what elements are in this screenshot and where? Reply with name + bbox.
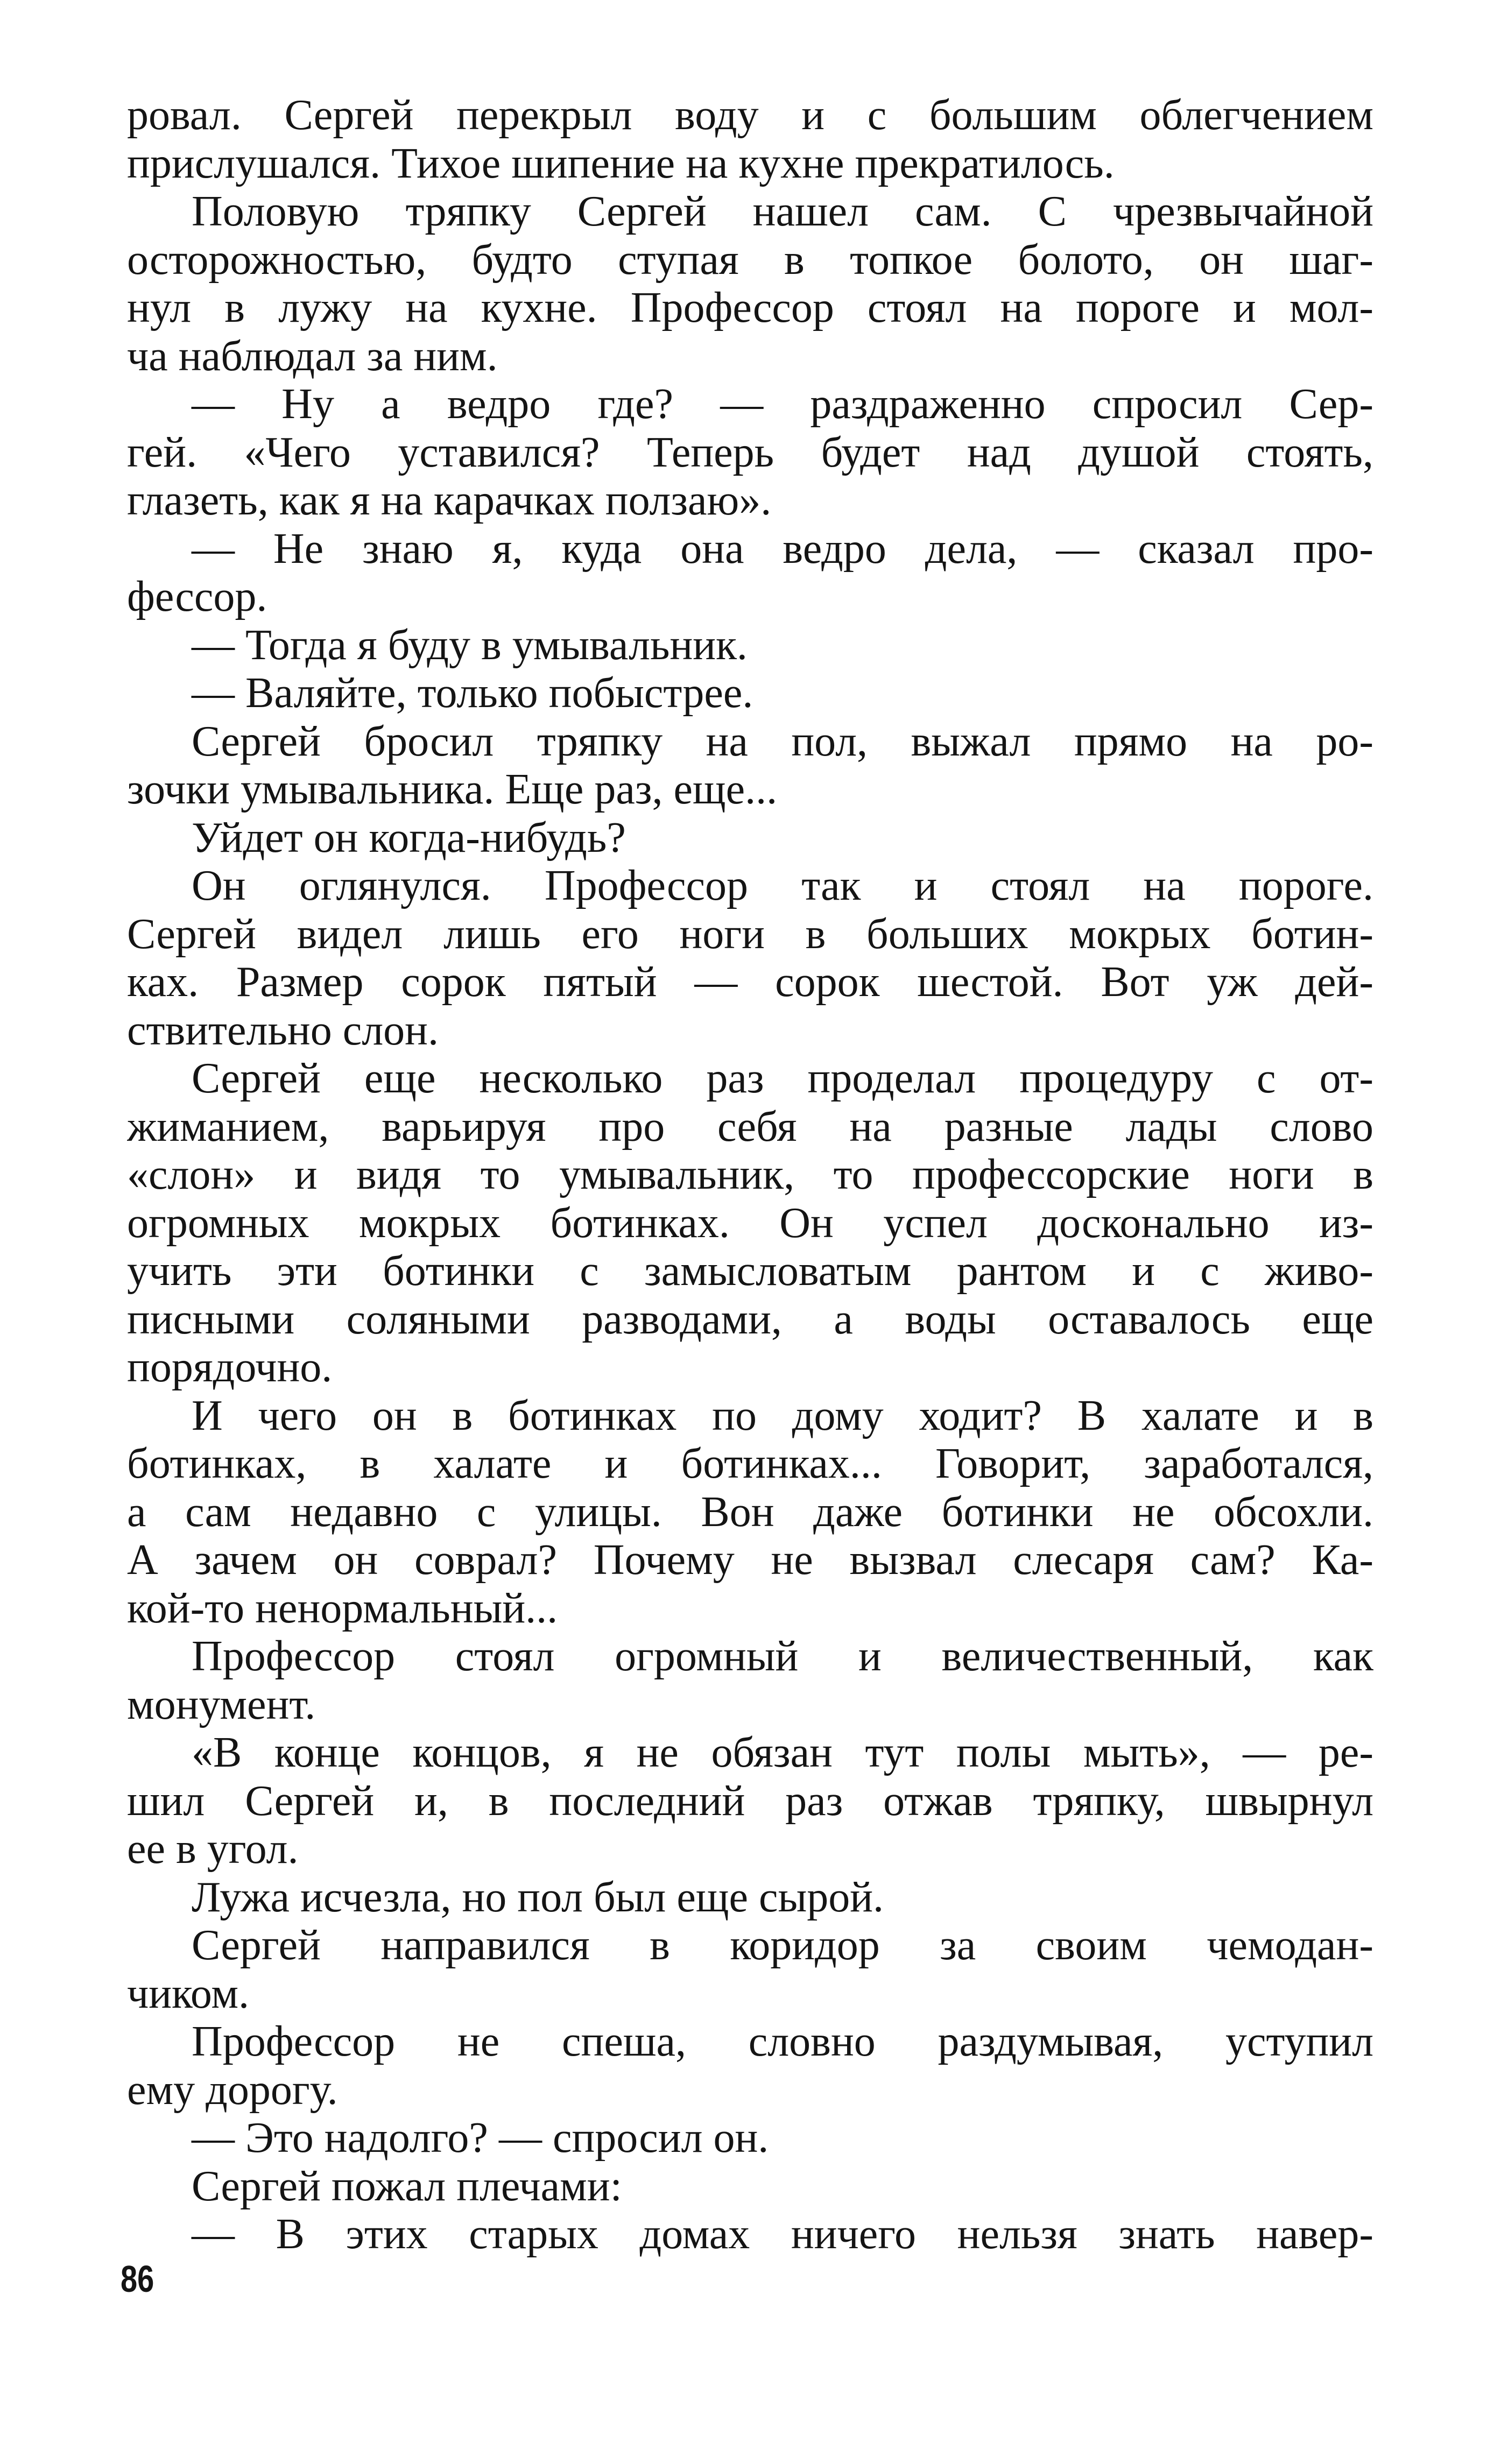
text-line: глазеть, как я на карачках ползаю». bbox=[127, 477, 772, 524]
paragraph-start-line: — Тогда я буду в умывальник. bbox=[192, 621, 748, 669]
paragraph-start-line: Уйдет он когда-нибудь? bbox=[192, 814, 626, 862]
paragraph-start-line: Лужа исчезла, но пол был еще сырой. bbox=[192, 1873, 884, 1921]
paragraph-start-line: — В этих старых домах ничего нельзя знать навер- bbox=[192, 2211, 1373, 2258]
text-line: гей. «Чего уставился? Теперь будет над душой стоять, bbox=[127, 428, 1373, 476]
text-line: прислушался. Тихое шипение на кухне прекратилось. bbox=[127, 139, 1115, 187]
text-line: а сам недавно с улицы. Вон даже ботинки не обсохли. bbox=[127, 1488, 1373, 1536]
page-number: 86 bbox=[121, 2258, 154, 2300]
paragraph-start-line: И чего он в ботинках по дому ходит? В халате и в bbox=[192, 1392, 1373, 1439]
text-line: ках. Размер сорок пятый — сорок шестой. Вот уж дей- bbox=[127, 958, 1373, 1006]
text-line: чиком. bbox=[127, 1969, 249, 2017]
text-line: Сергей видел лишь его ноги в больших мокрых ботин- bbox=[127, 910, 1373, 958]
paragraph-start-line: Половую тряпку Сергей нашел сам. С чрезвычайной bbox=[192, 188, 1373, 235]
text-line: ему дорогу. bbox=[127, 2066, 338, 2114]
paragraph-start-line: Сергей пожал плечами: bbox=[192, 2162, 622, 2210]
paragraph-start-line: — Валяйте, только побыстрее. bbox=[192, 669, 753, 717]
text-line: фессор. bbox=[127, 573, 267, 620]
text-line: писными соляными разводами, а воды оставалось еще bbox=[127, 1295, 1373, 1343]
paragraph-start-line: — Это надолго? — спросил он. bbox=[192, 2114, 769, 2162]
text-line: ровал. Сергей перекрыл воду и с большим облегчением bbox=[127, 91, 1373, 139]
text-line: ботинках, в халате и ботинках... Говорит, заработался, bbox=[127, 1440, 1373, 1487]
paragraph-start-line: Он оглянулся. Профессор так и стоял на пороге. bbox=[192, 862, 1373, 909]
text-line: огромных мокрых ботинках. Он успел досконально из- bbox=[127, 1199, 1373, 1247]
text-line: ча наблюдал за ним. bbox=[127, 332, 498, 380]
text-line: кой-то ненормальный... bbox=[127, 1584, 558, 1632]
paragraph-start-line: Профессор не спеша, словно раздумывая, уступил bbox=[192, 2018, 1373, 2065]
text-line: А зачем он соврал? Почему не вызвал слесаря сам? Ка- bbox=[127, 1536, 1373, 1584]
text-line: жиманием, варьируя про себя на разные лады слово bbox=[127, 1103, 1373, 1150]
text-line: ее в угол. bbox=[127, 1825, 299, 1873]
paragraph-start-line: Сергей бросил тряпку на пол, выжал прямо на ро- bbox=[192, 717, 1373, 765]
body-text bbox=[127, 91, 1373, 2259]
text-line: ствительно слон. bbox=[127, 1006, 439, 1054]
text-line: осторожностью, будто ступая в топкое болото, он шаг- bbox=[127, 236, 1373, 284]
text-line: нул в лужу на кухне. Профессор стоял на пороге и мол- bbox=[127, 284, 1373, 331]
text-line: монумент. bbox=[127, 1681, 316, 1728]
paragraph-start-line: «В конце концов, я не обязан тут полы мыть», — ре- bbox=[192, 1729, 1373, 1776]
text-line: зочки умывальника. Еще раз, еще... bbox=[127, 766, 778, 813]
text-line: «слон» и видя то умывальник, то профессорские ноги в bbox=[127, 1151, 1373, 1198]
text-line: шил Сергей и, в последний раз отжав тряпку, швырнул bbox=[127, 1777, 1373, 1825]
paragraph-start-line: Сергей еще несколько раз проделал процедуру с от- bbox=[192, 1055, 1373, 1102]
paragraph-start-line: — Не знаю я, куда она ведро дела, — сказал про- bbox=[192, 525, 1373, 573]
paragraph-start-line: Профессор стоял огромный и величественный, как bbox=[192, 1633, 1373, 1680]
paragraph-start-line: Сергей направился в коридор за своим чемодан- bbox=[192, 1922, 1373, 1969]
text-line: порядочно. bbox=[127, 1344, 333, 1391]
paragraph-start-line: — Ну а ведро где? — раздраженно спросил Сер- bbox=[192, 380, 1373, 428]
text-line: учить эти ботинки с замысловатым рантом и с живо- bbox=[127, 1247, 1373, 1295]
